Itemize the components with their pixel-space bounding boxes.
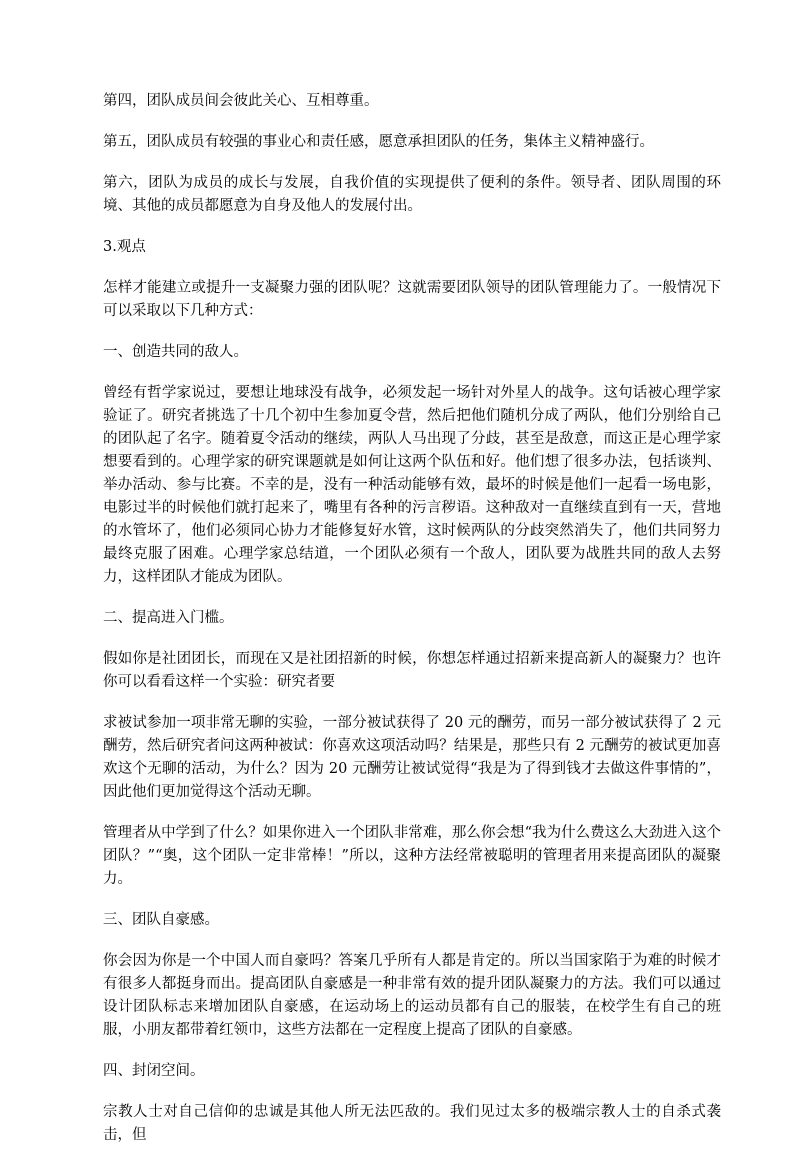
paragraph-team-pride: 你会因为你是一个中国人而自豪吗？答案几乎所有人都是肯定的。所以当国家陷于为难的时候才有很多人都挺身而出。提高团队自豪感是一种非常有效的提升团队凝聚力的方法。我们可以通过设计团队标志来增加团队自豪感，在运动场上的运动员都有自己的服装，在校学生有自己的班服，小朋友都带着红领巾，这些方法都在一定程度上提高了团队的自豪感。 [103, 953, 721, 1038]
paragraph-experiment: 求被试参加一项非常无聊的实验，一部分被试获得了 20 元的酬劳，而另一部分被试获得了 2 元酬劳，然后研究者问这两种被试：你喜欢这项活动吗？结果是，那些只有 2 元酬劳的被试更加喜欢这个无聊的活动，为什么？因为 20 元酬劳让被试觉得“我是为了得到钱才去做这件事情的”，因此他们更加觉得这个活动无聊。 [103, 715, 721, 800]
method-heading-entry-threshold: 二、提高进入门槛。 [103, 610, 234, 626]
method-heading-team-pride: 三、团队自豪感。 [103, 912, 219, 928]
paragraph-closed-space: 宗教人士对自己信仰的忠诚是其他人所无法匹敌的。我们见过太多的极端宗教人士的自杀式袭击，但 [103, 1104, 721, 1143]
paragraph-point-six: 第六，团队为成员的成长与发展，自我价值的实现提供了便利的条件。领导者、团队周围的环境、其他的成员都愿意为自身及他人的发展付出。 [103, 175, 721, 214]
method-heading-closed-space: 四、封闭空间。 [103, 1063, 205, 1079]
paragraph-point-four: 第四，团队成员间会彼此关心、互相尊重。 [103, 93, 379, 109]
section-heading-viewpoint: 3.观点 [103, 239, 146, 255]
document-body [103, 90, 721, 1165]
paragraph-intro-methods: 怎样才能建立或提升一支凝聚力强的团队呢？这就需要团队领导的团队管理能力了。一般情况下可以采取以下几种方式： [103, 280, 721, 319]
paragraph-entry-threshold-intro: 假如你是社团团长，而现在又是社团招新的时候，你想怎样通过招新来提高新人的凝聚力？也许你可以看看这样一个实验：研究者要 [103, 651, 721, 690]
paragraph-common-enemy: 曾经有哲学家说过，要想让地球没有战争，必须发起一场针对外星人的战争。这句话被心理学家验证了。研究者挑选了十几个初中生参加夏令营，然后把他们随机分成了两队，他们分别给自己的团队起了名字。随着夏令活动的继续，两队人马出现了分歧，甚至是敌意，而这正是心理学家想要看到的。心理学家的研究课题就是如何让这两个队伍和好。他们想了很多办法，包括谈判、举办活动、参与比赛。不幸的是，没有一种活动能够有效，最坏的时候是他们一起看一场电影，电影过半的时候他们就打起来了，嘴里有各种的污言秽语。这种敌对一直继续直到有一天，营地的水管坏了，他们必须同心协力才能修复好水管，这时候两队的分歧突然消失了，他们共同努力最终克服了困难。心理学家总结道，一个团队必须有一个敌人，团队要为战胜共同的敌人去努力，这样团队才能成为团队。 [103, 385, 721, 585]
paragraph-manager-lesson: 管理者从中学到了什么？如果你进入一个团队非常难，那么你会想“我为什么费这么大劲进入这个团队？”“奥，这个团队一定非常棒！”所以，这种方法经常被聪明的管理者用来提高团队的凝聚力。 [103, 825, 721, 887]
method-heading-common-enemy: 一、创造共同的敌人。 [103, 344, 248, 360]
paragraph-point-five: 第五，团队成员有较强的事业心和责任感，愿意承担团队的任务，集体主义精神盛行。 [103, 134, 654, 150]
